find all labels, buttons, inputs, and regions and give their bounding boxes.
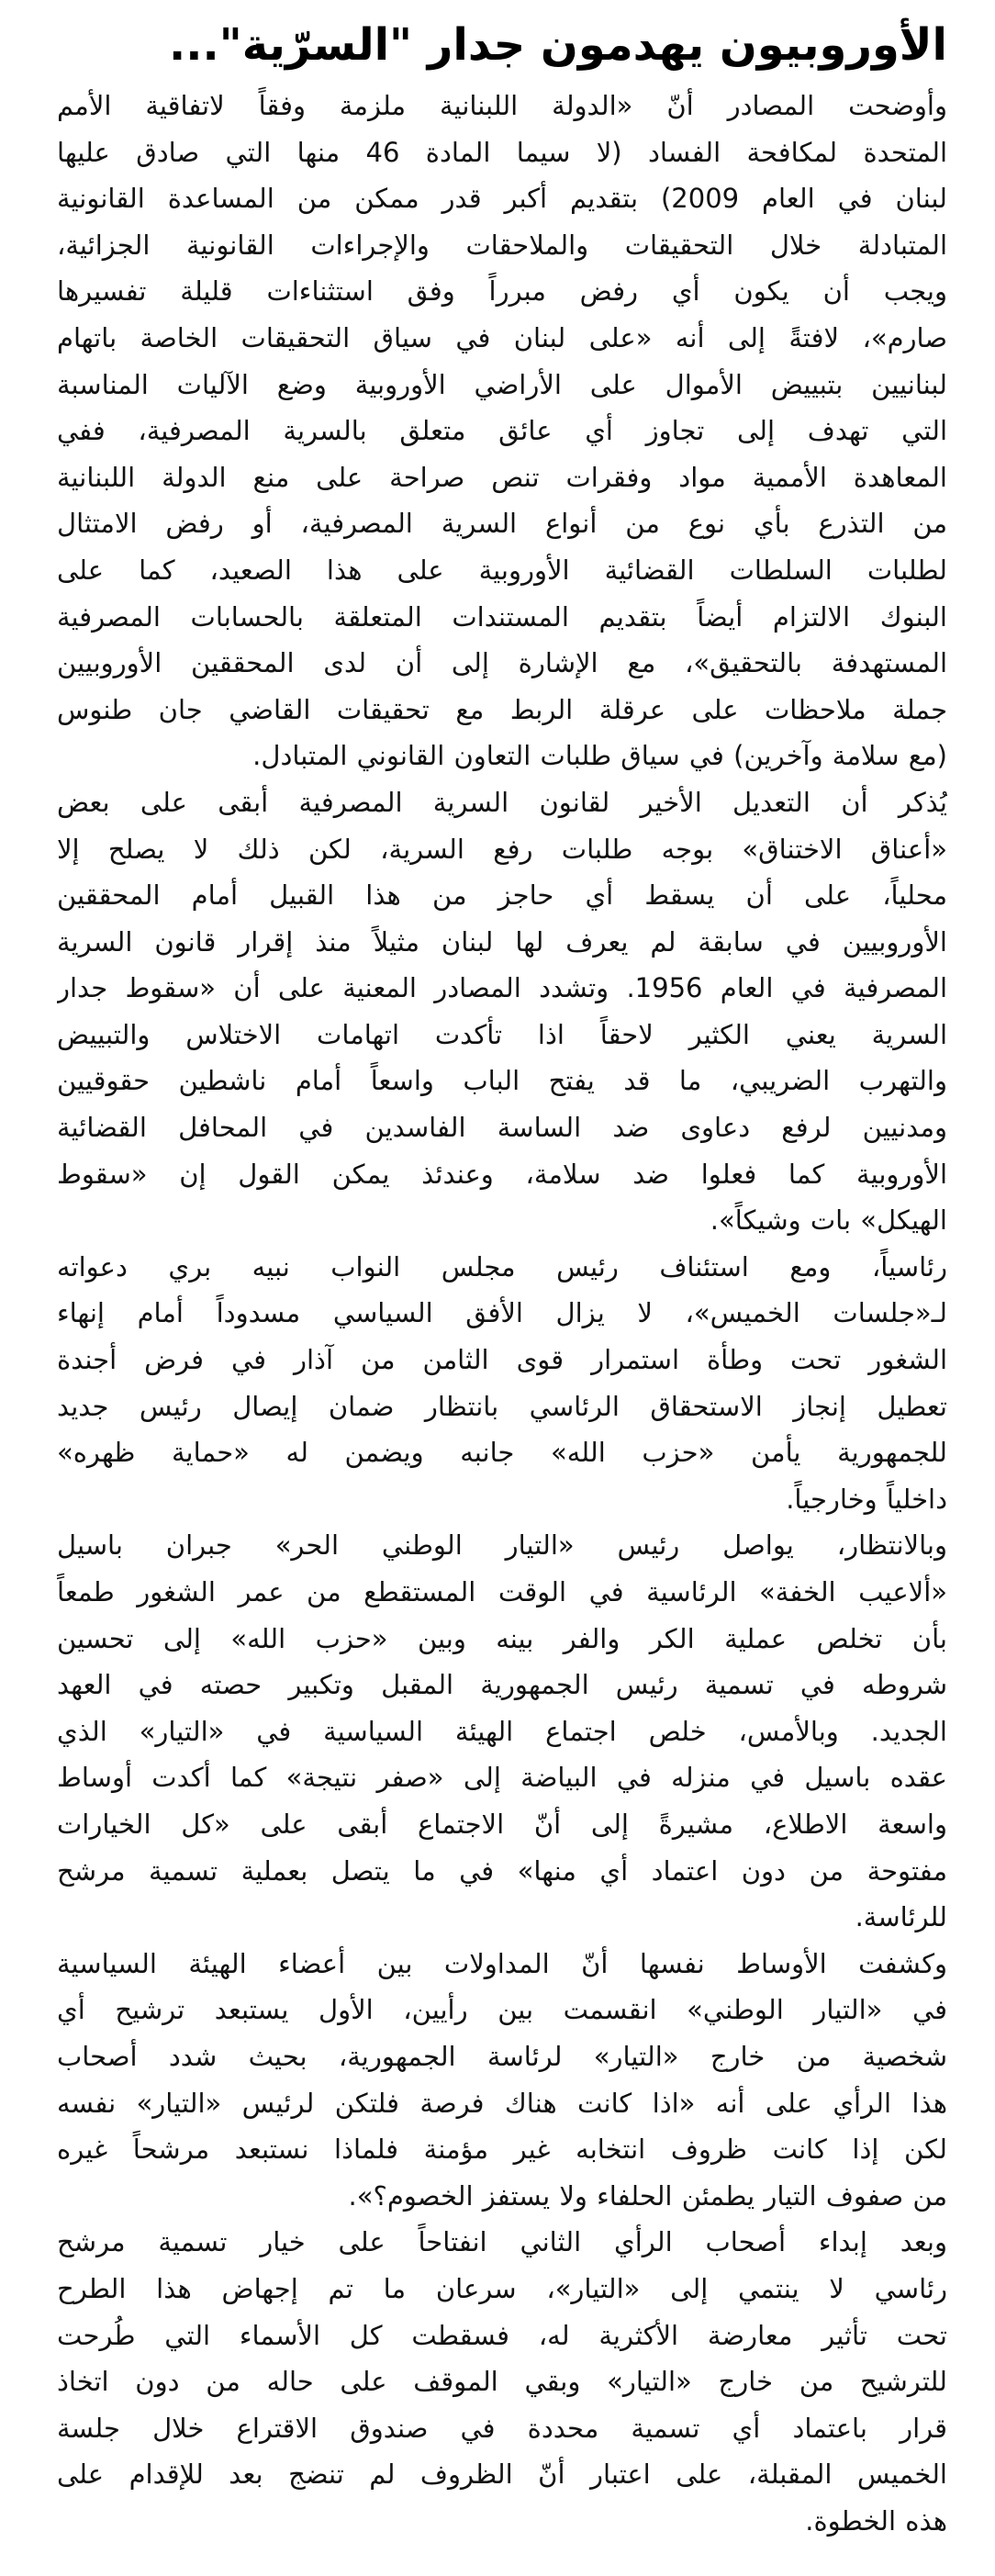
paragraph-line: المصرفية في العام 1956. وتشدد المصادر المعنية على أن «سقوط جدار [57,972,947,1004]
paragraph-line: الشغور تحت وطأة استمرار قوى الثامن من آذار في فرض أجندة [57,1344,947,1376]
paragraph-line: هذه الخطوة. [805,2504,947,2537]
paragraph-line: ومدنيين لرفع دعاوى ضد الساسة الفاسدين في المحافل القضائية [57,1112,947,1144]
paragraph-line: «أعناق الاختناق» بوجه طلبات رفع السرية، لكن ذلك لا يصلح إلا [57,833,947,865]
paragraph-line: الأوروبية كما فعلوا ضد سلامة، وعندئذ يمكن القول إن «سقوط [57,1158,947,1190]
article-headline: الأوروبيون يهدمون جدار "السرّية"... [169,19,947,71]
paragraph-line: قرار باعتماد أي تسمية محددة في صندوق الاقتراع خلال جلسة [57,2412,947,2444]
paragraph-line: السرية يعني الكثير لاحقاً اذا تأكدت اتهامات الاختلاس والتبييض [57,1018,947,1050]
paragraph-line: تحت تأثير معارضة الأكثرية له، فسقطت كل الأسماء التي طُرحت [57,2319,947,2351]
paragraph-line: يُذكر أن التعديل الأخير لقانون السرية المصرفية أبقى على بعض [57,786,947,818]
paragraph-line: المستهدفة بالتحقيق»، مع الإشارة إلى أن لدى المحققين الأوروبيين [57,647,947,679]
paragraph-line: وكشفت الأوساط نفسها أنّ المداولات بين أعضاء الهيئة السياسية [57,1947,947,1979]
article-paragraph [57,83,947,779]
paragraph-line: التي تهدف إلى تجاوز أي عائق متعلق بالسرية المصرفية، ففي [57,415,947,447]
paragraph-line: لـ«جلسات الخميس»، لا يزال الأفق السياسي مسدوداً أمام إنهاء [57,1297,947,1329]
paragraph-line: شروطه في تسمية رئيس الجمهورية المقبل وتكبير حصته في العهد [57,1669,947,1701]
paragraph-line: في «التيار الوطني» انقسمت بين رأيين، الأول يستبعد ترشيح أي [57,1994,947,2026]
paragraph-line: للترشيح من خارج «التيار» وبقي الموقف على حاله من دون اتخاذ [57,2366,947,2398]
article-paragraph [57,1244,947,1523]
paragraph-line: والتهرب الضريبي، ما قد يفتح الباب واسعاً أمام ناشطين حقوقيين [57,1065,947,1097]
paragraph-line: «ألاعيب الخفة» الرئاسية في الوقت المستقطع من عمر الشغور طمعاً [57,1576,947,1607]
paragraph-line: بأن تخلص عملية الكر والفر بينه وبين «حزب الله» إلى تحسين [57,1622,947,1654]
paragraph-line: جملة ملاحظات على عرقلة الربط مع تحقيقات القاضي جان طنوس [57,693,947,725]
paragraph-line: شخصية من خارج «التيار» لرئاسة الجمهورية، بحيث شدد أصحاب [57,2040,947,2072]
paragraph-line: تعطيل إنجاز الاستحقاق الرئاسي بانتظار ضمان إيصال رئيس جديد [57,1390,947,1422]
paragraph-line: وبالانتظار، يواصل رئيس «التيار الوطني الحر» جبران باسيل [57,1529,947,1562]
article-body [57,83,947,2544]
paragraph-line: لبنان في العام 2009) بتقديم أكبر قدر ممكن من المساعدة القانونية [57,183,947,215]
paragraph-line: البنوك الالتزام أيضاً بتقديم المستندات المتعلقة بالحسابات المصرفية [57,600,947,633]
paragraph-line: من صفوف التيار يطمئن الحلفاء ولا يستفز الخصوم؟». [348,2179,947,2212]
paragraph-line: للجمهورية يأمن «حزب الله» جانبه ويضمن له «حماية ظهره» [57,1437,947,1469]
paragraph-line: مفتوحة من دون اعتماد أي منها» في ما يتصل بعملية تسمية مرشح [57,1854,947,1887]
paragraph-line: الخميس المقبلة، على اعتبار أنّ الظروف لم تنضج بعد للإقدام على [57,2458,947,2491]
paragraph-line: عقده باسيل في منزله في البياضة إلى «صفر نتيجة» كما أكدت أوساط [57,1762,947,1794]
article-paragraph [57,1941,947,2220]
paragraph-line: صارم»، لافتةً إلى أنه «على لبنان في سياق التحقيقات الخاصة باتهام [57,321,947,353]
paragraph-line: المتحدة لمكافحة الفساد (لا سيما المادة 46 منها التي صادق عليها [57,136,947,168]
paragraph-line: الجديد. وبالأمس، خلص اجتماع الهيئة السياسية في «التيار» الذي [57,1715,947,1747]
article-paragraph [57,779,947,1244]
paragraph-line: رئاسي لا ينتمي إلى «التيار»، سرعان ما تم إجهاض هذا الطرح [57,2272,947,2304]
paragraph-line: (مع سلامة وآخرين) في سياق طلبات التعاون القانوني المتبادل. [252,740,947,772]
paragraph-line: لطلبات السلطات القضائية الأوروبية على هذا الصعيد، كما على [57,554,947,586]
article-paragraph [57,2219,947,2544]
paragraph-line: المتبادلة خلال التحقيقات والملاحقات والإجراءات القانونية الجزائية، [57,229,947,261]
paragraph-line: واسعة الاطلاع، مشيرةً إلى أنّ الاجتماع أبقى على «كل الخيارات [57,1808,947,1840]
article-paragraph [57,1522,947,1940]
paragraph-line: رئاسياً، ومع استئناف رئيس مجلس النواب نبيه بري دعواته [57,1250,947,1282]
paragraph-line: لكن إذا كانت ظروف انتخابه غير مؤمنة فلماذا نستبعد مرشحاً غيره [57,2134,947,2166]
paragraph-line: المعاهدة الأممية مواد وفقرات تنص صراحة على منع الدولة اللبنانية [57,461,947,493]
paragraph-line: من التذرع بأي نوع من أنواع السرية المصرفية، أو رفض الامتثال [57,508,947,540]
paragraph-line: الأوروبيين في سابقة لم يعرف لها لبنان مثيلاً منذ إقرار قانون السرية [57,925,947,958]
paragraph-line: وبعد إبداء أصحاب الرأي الثاني انفتاحاً على خيار تسمية مرشح [57,2226,947,2258]
paragraph-line: داخلياً وخارجياً. [786,1483,947,1515]
paragraph-line: للرئاسة. [855,1901,947,1933]
paragraph-line: لبنانيين بتبييض الأموال على الأراضي الأوروبية وضع الآليات المناسبة [57,368,947,400]
paragraph-line: محلياً، على أن يسقط أي حاجز من هذا القبيل أمام المحققين [57,879,947,912]
paragraph-line: هذا الرأي على أنه «اذا كانت هناك فرصة فلتكن لرئيس «التيار» نفسه [57,2087,947,2119]
paragraph-line: ويجب أن يكون أي رفض مبرراً وفق استثناءات قليلة تفسيرها [57,275,947,308]
paragraph-line: وأوضحت المصادر أنّ «الدولة اللبنانية ملزمة وفقاً لاتفاقية الأمم [57,90,947,121]
paragraph-line: الهيكل» بات وشيكاً». [710,1204,947,1237]
